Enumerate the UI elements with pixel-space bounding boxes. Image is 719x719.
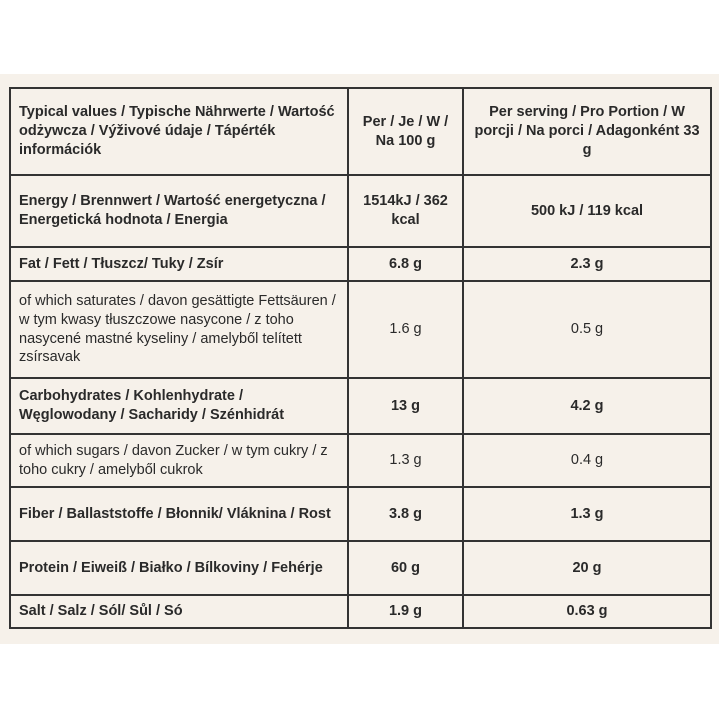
row-per-serving: 0.5 g: [463, 281, 711, 378]
table-row-sugars: [10, 434, 711, 487]
row-label: Energy / Brennwert / Wartość energetyczna / Energetická hodnota / Energia: [10, 175, 348, 247]
table-row-fiber: [10, 487, 711, 541]
row-label: Fat / Fett / Tłuszcz/ Tuky / Zsír: [10, 247, 348, 281]
table-row-fat: [10, 247, 711, 281]
table-row-saturates: [10, 281, 711, 378]
header-per-serving: Per serving / Pro Portion / W porcji / Na porci / Adagonként 33 g: [463, 88, 711, 175]
table-row-carbohydrates: [10, 378, 711, 434]
row-label: Carbohydrates / Kohlenhydrate / Węglowodany / Sacharidy / Szénhidrát: [10, 378, 348, 434]
table-row-energy: [10, 175, 711, 247]
header-per-100g: Per / Je / W / Na 100 g: [348, 88, 463, 175]
row-per-serving: 0.63 g: [463, 595, 711, 628]
row-per-100g: 13 g: [348, 378, 463, 434]
row-per-100g: 6.8 g: [348, 247, 463, 281]
row-per-serving: 20 g: [463, 541, 711, 595]
row-per-100g: 1.6 g: [348, 281, 463, 378]
row-per-100g: 1514kJ / 362 kcal: [348, 175, 463, 247]
row-label: Fiber / Ballaststoffe / Błonnik/ Vláknina / Rost: [10, 487, 348, 541]
row-label: of which saturates / davon gesättigte Fettsäuren / w tym kwasy tłuszczowe nasycone / z toho nasycené mastné kyseliny / amelyből telített zsírsavak: [10, 281, 348, 378]
row-per-serving: 1.3 g: [463, 487, 711, 541]
row-per-serving: 500 kJ / 119 kcal: [463, 175, 711, 247]
row-per-100g: 3.8 g: [348, 487, 463, 541]
row-per-100g: 1.9 g: [348, 595, 463, 628]
row-label: Protein / Eiweiß / Białko / Bílkoviny / Fehérje: [10, 541, 348, 595]
header-typical-values: Typical values / Typische Nährwerte / Wartość odżywcza / Výživové údaje / Tápérték információk: [10, 88, 348, 175]
row-per-serving: 0.4 g: [463, 434, 711, 487]
row-per-100g: 1.3 g: [348, 434, 463, 487]
row-per-serving: 2.3 g: [463, 247, 711, 281]
row-per-100g: 60 g: [348, 541, 463, 595]
header-row: [10, 88, 711, 175]
row-per-serving: 4.2 g: [463, 378, 711, 434]
row-label: of which sugars / davon Zucker / w tym cukry / z toho cukry / amelyből cukrok: [10, 434, 348, 487]
row-label: Salt / Salz / Sól/ Sůl / Só: [10, 595, 348, 628]
nutrition-table: [9, 87, 712, 629]
table-row-salt: [10, 595, 711, 628]
table-row-protein: [10, 541, 711, 595]
